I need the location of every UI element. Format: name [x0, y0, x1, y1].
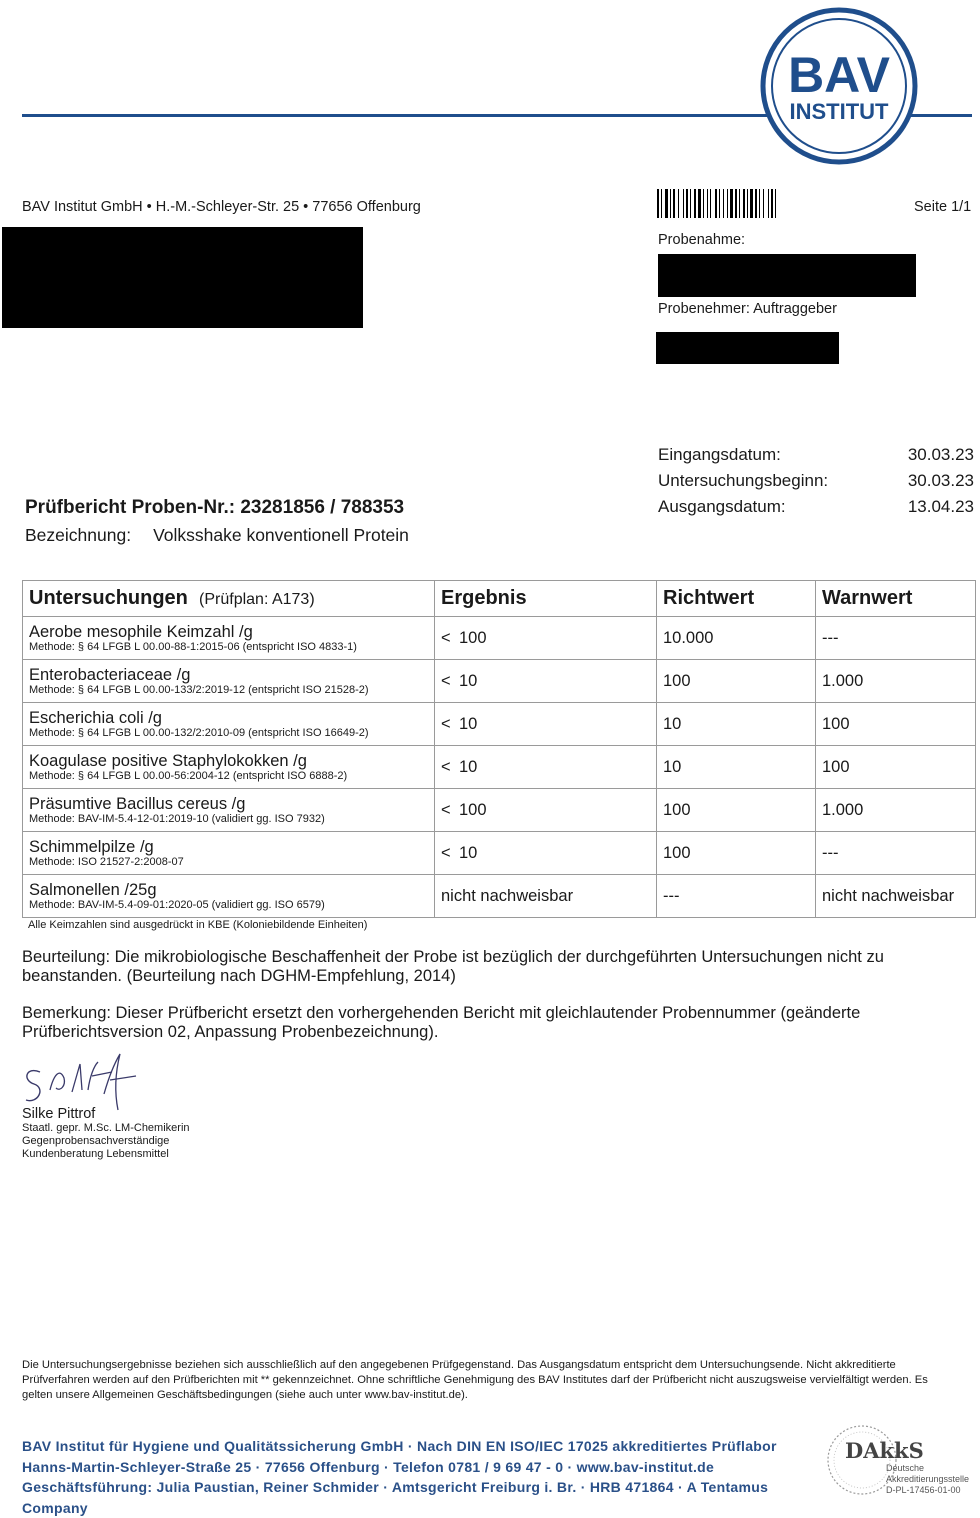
table-header-row [23, 581, 976, 617]
dakks-line: D-PL-17456-01-00 [886, 1485, 961, 1495]
test-method: Methode: ISO 21527-2:2008-07 [29, 856, 184, 868]
result-value: 10 [459, 757, 478, 776]
signatory-name: Silke Pittrof [22, 1106, 96, 1122]
designation-label: Bezeichnung: [25, 525, 132, 545]
probenehmer: Probenehmer: Auftraggeber [658, 301, 837, 317]
result-cell [435, 832, 657, 875]
test-method: Methode: § 64 LFGB L 00.00-88-1:2015-06 (entspricht ISO 4833-1) [29, 641, 357, 653]
test-name: Escherichia coli /g [29, 709, 162, 727]
probenahme-label: Probenahme: [658, 232, 746, 248]
result-value: 10 [459, 671, 478, 690]
barcode [657, 189, 849, 218]
page-number: Seite 1/1 [914, 199, 972, 215]
less-than: < [441, 671, 451, 690]
result-cell [435, 746, 657, 789]
designation-value: Volksshake konventionell Protein [153, 525, 409, 545]
table-row [23, 660, 976, 703]
test-cell [23, 746, 435, 789]
results-table [22, 580, 976, 918]
less-than: < [441, 843, 451, 862]
redacted-client [656, 332, 839, 364]
header-guide: Richtwert [657, 581, 816, 617]
result-value: 10 [459, 714, 478, 733]
result-cell [435, 789, 657, 832]
table-row [23, 875, 976, 918]
result-value: 10 [459, 843, 478, 862]
test-cell [23, 703, 435, 746]
logo-text-top: BAV [788, 47, 890, 103]
test-name: Schimmelpilze /g [29, 838, 154, 856]
test-name: Salmonellen /25g [29, 881, 157, 899]
test-cell [23, 789, 435, 832]
header-plan: (Prüfplan: A173) [199, 591, 315, 608]
less-than: < [441, 800, 451, 819]
test-cell [23, 832, 435, 875]
guide-value: 10 [657, 746, 816, 789]
test-name: Aerobe mesophile Keimzahl /g [29, 623, 253, 641]
redacted-probenahme [658, 254, 916, 297]
warn-value: --- [816, 832, 976, 875]
result-value: 100 [459, 628, 487, 647]
footer-line: Geschäftsführung: Julia Paustian, Reiner Schmider · Amtsgericht Freiburg i. Br. · HRB 471864 · A Tentamus Company [22, 1479, 769, 1516]
dakks-text [886, 1463, 969, 1496]
test-cell [23, 875, 435, 918]
bav-logo [756, 6, 922, 166]
signatory-line: Gegenprobensachverständige [22, 1135, 170, 1147]
date-value: 13.04.23 [907, 497, 974, 516]
date-label: Ausgangsdatum: [658, 497, 786, 516]
table-row [23, 832, 976, 875]
result-value: nicht nachweisbar [441, 886, 574, 905]
dakks-line: Deutsche [886, 1463, 925, 1473]
guide-value: 100 [657, 832, 816, 875]
test-method: Methode: BAV-IM-5.4-09-01:2020-05 (validiert gg. ISO 6579) [29, 899, 325, 911]
report-title: Prüfbericht Proben-Nr.: 23281856 / 788353 [25, 497, 405, 518]
test-cell [23, 660, 435, 703]
handwritten-signature [20, 1050, 140, 1114]
warn-value: 1.000 [816, 660, 976, 703]
signatory-title [22, 1122, 190, 1161]
dakks-line: Akkreditierungsstelle [886, 1474, 970, 1484]
guide-value: 100 [657, 789, 816, 832]
result-value: 100 [459, 800, 487, 819]
kbe-note: Alle Keimzahlen sind ausgedrückt in KBE (Koloniebildende Einheiten) [28, 919, 368, 931]
redacted-recipient-block [2, 227, 363, 328]
date-label: Untersuchungsbeginn: [658, 471, 829, 490]
table-row [23, 789, 976, 832]
header-tests-label: Untersuchungen [29, 587, 188, 609]
test-cell [23, 617, 435, 660]
warn-value: 100 [816, 703, 976, 746]
dakks-brand: DAkkS [845, 1438, 924, 1463]
test-method: Methode: BAV-IM-5.4-12-01:2019-10 (validiert gg. ISO 7932) [29, 813, 325, 825]
result-cell [435, 617, 657, 660]
warn-value: nicht nachweisbar [816, 875, 976, 918]
warn-value: --- [816, 617, 976, 660]
table-row [23, 703, 976, 746]
warn-value: 100 [816, 746, 976, 789]
header-tests [23, 581, 435, 617]
date-value: 30.03.23 [907, 445, 974, 464]
sender-address: BAV Institut GmbH • H.-M.-Schleyer-Str. 25 • 77656 Offenburg [22, 199, 421, 215]
test-method: Methode: § 64 LFGB L 00.00-56:2004-12 (entspricht ISO 6888-2) [29, 770, 348, 782]
result-cell [435, 703, 657, 746]
result-cell [435, 660, 657, 703]
remark-text: Bemerkung: Dieser Prüfbericht ersetzt den vorhergehenden Bericht mit gleichlautender Probennummer (geänderte Prüfberichtsversion 02, Anpassung Probenbezeichnung). [22, 1004, 861, 1041]
table-row [23, 617, 976, 660]
warn-value: 1.000 [816, 789, 976, 832]
date-label: Eingangsdatum: [658, 445, 781, 464]
less-than: < [441, 757, 451, 776]
guide-value: 10 [657, 703, 816, 746]
footer-line: Hanns-Martin-Schleyer-Straße 25 · 77656 Offenburg · Telefon 0781 / 9 69 47 - 0 · www.bav-institut.de [22, 1458, 715, 1475]
test-name: Präsumtive Bacillus cereus /g [29, 795, 246, 813]
less-than: < [441, 628, 451, 647]
test-name: Koagulase positive Staphylokokken /g [29, 752, 307, 770]
signatory-line: Kundenberatung Lebensmittel [22, 1148, 169, 1160]
company-footer [22, 1436, 822, 1518]
logo-text-bottom: INSTITUT [789, 99, 889, 124]
date-row [658, 470, 974, 496]
test-method: Methode: § 64 LFGB L 00.00-132/2:2010-09 (entspricht ISO 16649-2) [29, 727, 369, 739]
date-row [658, 496, 974, 522]
guide-value: 10.000 [657, 617, 816, 660]
date-value: 30.03.23 [907, 471, 974, 490]
test-name: Enterobacteriaceae /g [29, 666, 191, 684]
result-cell [435, 875, 657, 918]
assessment-text: Beurteilung: Die mikrobiologische Beschaffenheit der Probe ist bezüglich der durchgeführten Untersuchungen nicht zu beanstanden. (Beurteilung nach DGHM-Empfehlung, 2014) [22, 948, 884, 985]
header-warn: Warnwert [816, 581, 976, 617]
less-than: < [441, 714, 451, 733]
header-result: Ergebnis [435, 581, 657, 617]
dates-block [658, 444, 974, 522]
guide-value: 100 [657, 660, 816, 703]
date-row [658, 444, 974, 470]
disclaimer: Die Untersuchungsergebnisse beziehen sich ausschließlich auf den angegebenen Prüfgegenstand. Das Ausgangsdatum entspricht dem Untersuchungsende. Nicht akkreditierte Prüfverfahren werden auf den Prüfberichten mit ** gekennzeichnet. Ohne schriftliche Genehmigung des BAV Institutes darf der Prüfbericht nicht auszugsweise vervielfältigt werden. Es gelten unsere Allgemeinen Geschäftsbedingungen (siehe auch unter www.bav-institut.de). [22, 1359, 928, 1401]
designation [25, 525, 409, 546]
guide-value: --- [657, 875, 816, 918]
footer-line: BAV Institut für Hygiene und Qualitätssicherung GmbH · Nach DIN EN ISO/IEC 17025 akkreditiertes Prüflabor [22, 1438, 777, 1454]
table-row [23, 746, 976, 789]
signatory-line: Staatl. gepr. M.Sc. LM-Chemikerin [22, 1122, 190, 1134]
test-method: Methode: § 64 LFGB L 00.00-133/2:2019-12 (entspricht ISO 21528-2) [29, 684, 369, 696]
